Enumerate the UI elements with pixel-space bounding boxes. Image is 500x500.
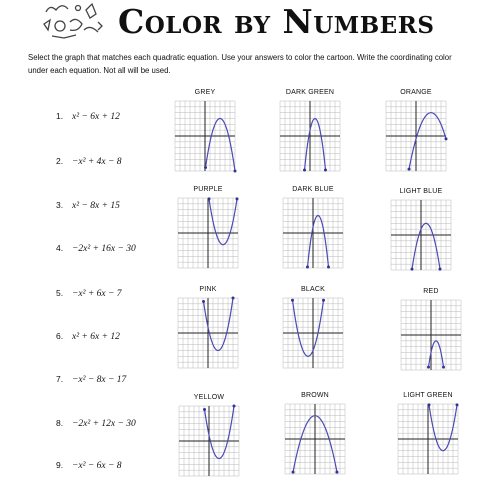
curve-endpoint: [445, 137, 448, 140]
graph-plot: [383, 98, 449, 174]
question-8: 8. −2x² + 12x − 30: [56, 418, 136, 429]
graph-dark-green: [277, 88, 343, 174]
question-4: 4. −2x² + 16x − 30: [56, 243, 136, 254]
graph-plot: [395, 401, 461, 477]
curve-endpoint: [322, 299, 325, 302]
curve-endpoint: [442, 366, 445, 369]
curve-endpoint: [292, 471, 295, 474]
graph-plot: [280, 195, 346, 271]
graph-label: DARK BLUE: [292, 186, 334, 193]
graph-plot: [175, 295, 241, 371]
graph-orange: [383, 88, 449, 174]
graph-label: YELLOW: [193, 394, 225, 401]
graph-pink: [175, 285, 241, 371]
curve-endpoint: [204, 166, 207, 169]
graph-label: ORANGE: [400, 89, 432, 96]
graph-grey: [172, 88, 238, 174]
curve-endpoint: [208, 197, 211, 200]
curve-endpoint: [234, 170, 237, 173]
curve-endpoint: [232, 297, 235, 300]
graph-yellow: [176, 393, 242, 479]
graph-label: PINK: [199, 286, 217, 293]
question-5: 5. −x² + 6x − 7: [56, 288, 122, 299]
question-1: 1. x² − 6x + 12: [56, 111, 120, 122]
graph-label: LIGHT GREEN: [403, 392, 453, 399]
curve-endpoint: [202, 300, 205, 303]
curve-endpoint: [428, 403, 431, 406]
graph-label: GREY: [194, 89, 216, 96]
question-3: 3. x² − 8x + 15: [56, 200, 120, 211]
graph-plot: [398, 297, 464, 373]
curve-endpoint: [291, 299, 294, 302]
curve-endpoint: [411, 268, 414, 271]
curve-endpoint: [327, 265, 330, 268]
graph-label: PURPLE: [193, 186, 223, 193]
question-7: 7. −x² − 8x − 17: [56, 374, 127, 385]
graph-plot: [282, 401, 348, 477]
graph-label: LIGHT BLUE: [399, 188, 443, 195]
curve-endpoint: [236, 197, 239, 200]
graph-plot: [277, 98, 343, 174]
question-9: 9. −x² − 6x − 8: [56, 460, 122, 471]
curve-endpoint: [303, 168, 306, 171]
graph-plot: [175, 195, 241, 271]
cartoon-logo-icon: [40, 0, 106, 42]
instructions-text: Select the graph that matches each quadratic equation. Use your answers to color the cartoon. Write the coordinating color under each equation. Not all will be used.: [28, 53, 452, 75]
graph-purple: [175, 185, 241, 271]
question-2: 2. −x² + 4x − 8: [56, 156, 122, 167]
graph-plot: [388, 197, 454, 273]
graph-light-green: [395, 391, 461, 477]
graph-brown: [282, 391, 348, 477]
curve-endpoint: [336, 471, 339, 474]
graph-plot: [176, 403, 242, 479]
curve-endpoint: [203, 408, 206, 411]
curve-endpoint: [427, 366, 430, 369]
graph-light-blue: [388, 187, 454, 273]
page-title: Color by Numbers: [118, 2, 435, 41]
graph-red: [398, 287, 464, 373]
curve-endpoint: [408, 168, 411, 171]
curve-endpoint: [439, 268, 442, 271]
curve-endpoint: [324, 168, 327, 171]
graph-label: BROWN: [301, 392, 329, 399]
graph-plot: [280, 295, 346, 371]
graph-label: RED: [423, 288, 439, 295]
graph-label: BLACK: [301, 286, 325, 293]
graph-black: [280, 285, 346, 371]
question-6: 6. x² + 6x + 12: [56, 331, 120, 342]
curve-endpoint: [306, 265, 309, 268]
curve-endpoint: [456, 403, 459, 406]
parabola-curve: [409, 113, 446, 169]
graph-label: DARK GREEN: [285, 89, 335, 96]
graph-plot: [172, 98, 238, 174]
graph-dark-blue: [280, 185, 346, 271]
curve-endpoint: [233, 405, 236, 408]
